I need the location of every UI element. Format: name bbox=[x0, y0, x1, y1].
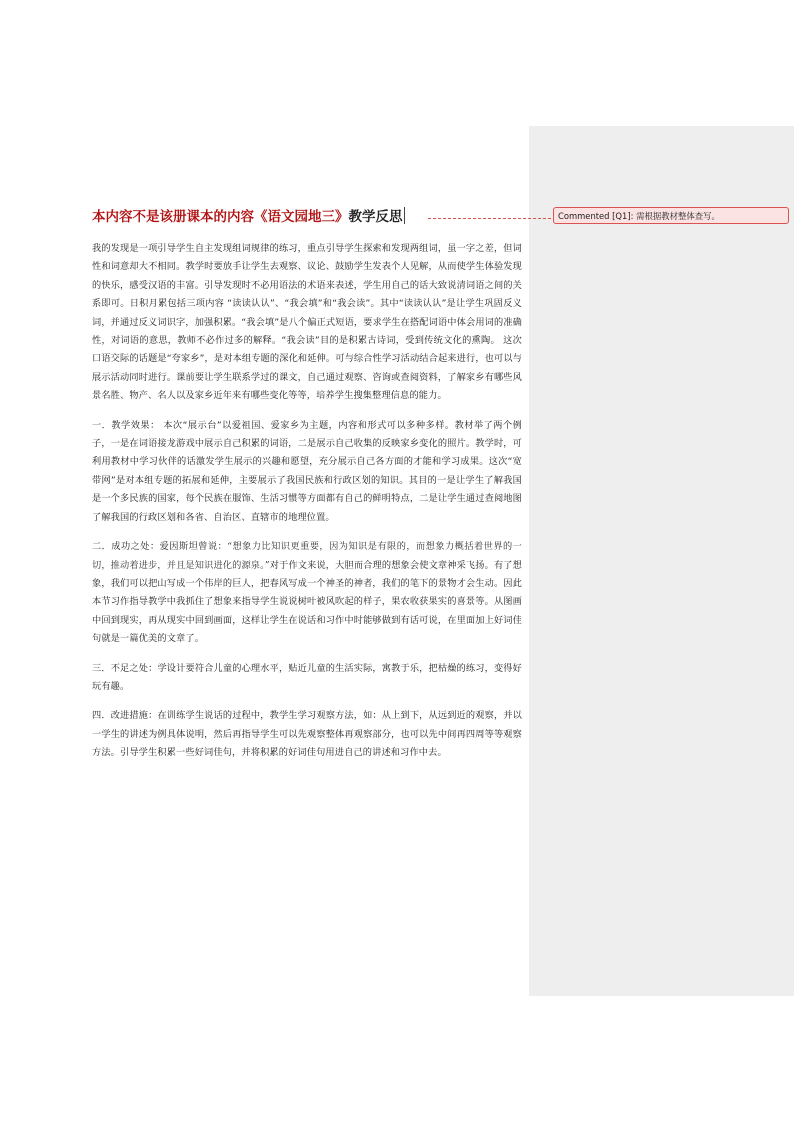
paragraph-text: 本次“展示台”以爱祖国、爱家乡为主题，内容和形式可以多种多样。教材举了两个例子，一是在词语接龙游戏中展示自己积累的词语，二是展示自己收集的反映家乡变化的照片。教学时，可利用教材中学习伙伴的话激发学生展示的兴趣和愿望，充分展示自己各方面的才能和学习成果。这次“宽带网”是对本组专题的拓展和延伸，主要展示了我国民族和行政区划的知识。其目的一是让学生了解我国是一个多民族的国家，每个民族在服饰、生活习惯等方面都有自己的鲜明特点，二是让学生通过查阅地图了解我国的行政区划和各省、自治区、直辖市的地理位置。 bbox=[92, 419, 523, 523]
comment-text: 需根据教材整体查写。 bbox=[636, 211, 720, 221]
paragraph-shortcomings bbox=[92, 660, 522, 697]
document-body[interactable] bbox=[92, 206, 522, 774]
paragraph-text: 我的发现是一项引导学生自主发现组词规律的练习，重点引导学生探索和发现两组词，虽一字之差，但词性和词意却大不相同。教学时要放手让学生去观察、议论、鼓励学生发表个人见解，从而使学生体验发现的快乐，感受汉语的丰富。引导发现时不必用语法的术语来表述，学生用自己的话大致说清词语之间的关系即可。日积月累包括三项内容 “读读认认”、“我会填”和“我会读”。其中“读读认认”是让学生巩固反义词，并通过反义词识字，加强积累。“我会填”是八个偏正式短语，要求学生在搭配词语中体会用词的准确性，对词语的意思，教师不必作过多的解释。“我会读”目的是积累古诗词，受到传统文化的熏陶。 这次口语交际的话题是“夸家乡”，是对本组专题的深化和延伸。可与综合性学习活动结合起来进行，也可以与展示活动同时进行。课前要让学生联系学过的课文，自己通过观察、咨询或查阅资料，了解家乡有哪些风景名胜、物产、名人以及家乡近年来有哪些变化等等，培养学生搜集整理信息的能力。 bbox=[92, 243, 523, 402]
text-cursor bbox=[404, 207, 405, 224]
document-title bbox=[92, 206, 522, 228]
paragraph-successes bbox=[92, 538, 522, 648]
paragraph-text: 在训练学生说话的过程中，教学生学习观察方法，如：从上到下，从远到近的观察，并以一学生的讲述为例具体说明，然后再指导学生可以先观察整体再观察部分，也可以先中间再四周等等观察方法。引导学生积累一些好词佳句，并将积累的好词佳句用进自己的讲述和习作中去。 bbox=[92, 710, 522, 759]
paragraph-tail: 对于作文来说，大胆而合理的想象会使文章神采飞扬。有了想象，我们可以把山写成一个伟岸的巨人，把春风写成一个神圣的神者，我们的笔下的景物才会生动。因此本节习作指导教学中我抓住了想象来指导学生说说树叶被风吹起的样子，果农收获果实的喜景等。从图画中回到现实，再从现实中回到画面，这样让学生在说话和习作中时能够做到有话可说，在里面加上好词佳句就是一篇优美的文章了。 bbox=[92, 559, 522, 645]
paragraph-text: 学设计要符合儿童的心理水平，贴近儿童的生活实际，寓教于乐，把枯燥的练习，变得好玩有趣。 bbox=[92, 662, 522, 692]
comment-author-label: Commented [Q1]: bbox=[558, 211, 637, 221]
paragraph-lead: 一．教学效果： bbox=[92, 419, 164, 431]
comment-connector-line bbox=[428, 218, 556, 220]
einstein-quote: “想象力比知识更重要，因为知识是有限的，而想象力概括着世界的一切，推动着进步，并且是知识进化的源泉。” bbox=[92, 541, 522, 571]
comment-pane bbox=[529, 126, 794, 996]
paragraph-intro bbox=[92, 240, 522, 406]
paragraph-teaching-effect bbox=[92, 417, 522, 527]
paragraph-lead: 三．不足之处： bbox=[92, 662, 158, 674]
paragraph-improvements bbox=[92, 707, 522, 762]
paragraph-text: 爱因斯坦曾说： bbox=[159, 541, 228, 553]
comment-balloon[interactable] bbox=[553, 207, 789, 224]
paragraph-lead: 二．成功之处： bbox=[92, 541, 160, 553]
title-end: 教学反思 bbox=[348, 209, 403, 225]
title-highlighted: 本内容不是该册课本的内容《语文园地三》 bbox=[92, 209, 349, 225]
paragraph-lead: 四．改进措施： bbox=[92, 710, 158, 722]
